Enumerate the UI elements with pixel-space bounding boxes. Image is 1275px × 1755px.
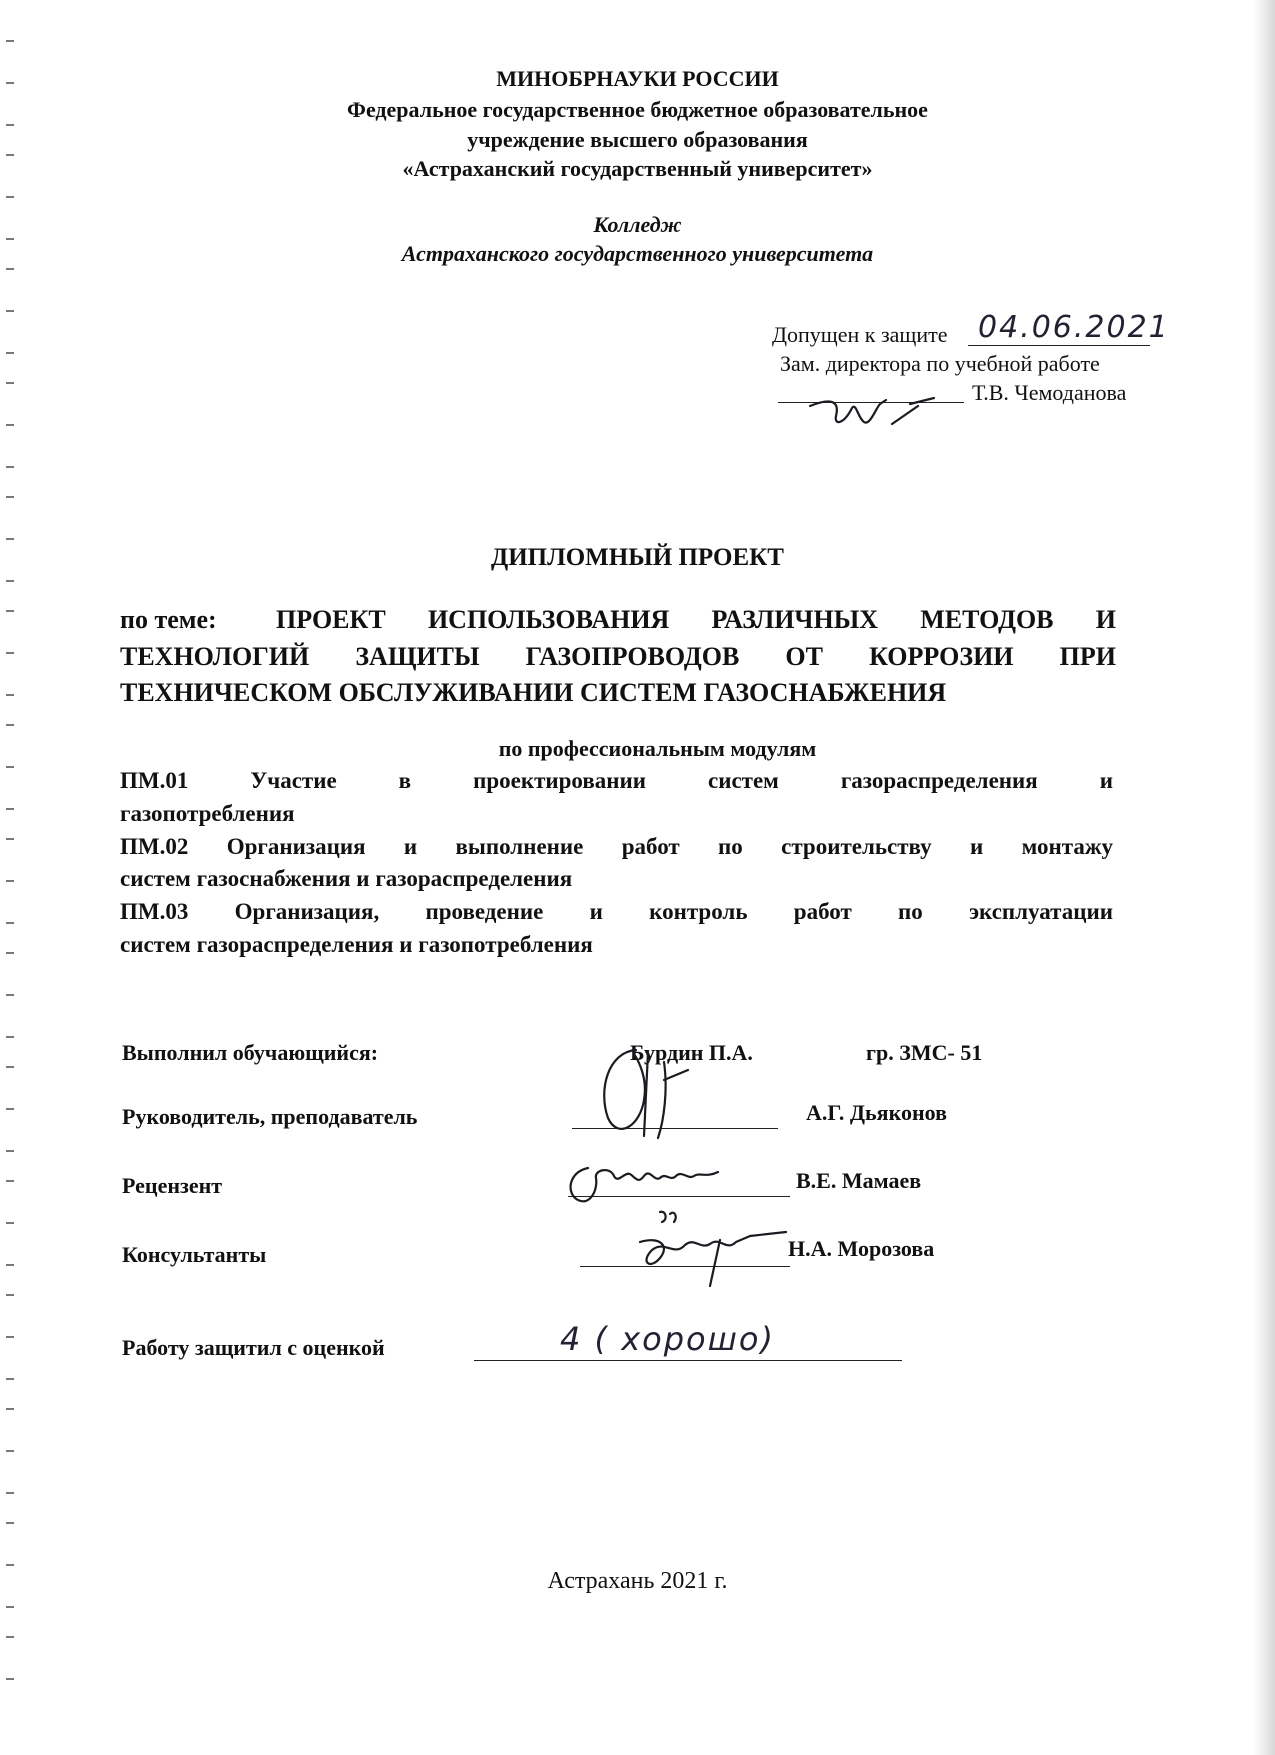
binding-mark [6,196,14,198]
grade-label: Работу защитил с оценкой [122,1335,385,1360]
admitted-date-line [968,345,1150,346]
admitted-date-handwritten: 04.06.2021 [978,310,1170,345]
topic-line-3: ТЕХНИЧЕСКОМ ОБСЛУЖИВАНИИ СИСТЕМ ГАЗОСНАБЖЕНИЯ [120,678,947,707]
binding-mark [6,1522,14,1524]
module-2-line-2: систем газоснабжения и газораспределения [120,866,573,891]
consultants-label: Консультанты [122,1242,267,1267]
reviewer-label: Рецензент [122,1173,223,1198]
binding-mark [6,1636,14,1638]
binding-mark [6,580,14,582]
binding-mark [6,1564,14,1566]
binding-mark [6,808,14,810]
binding-mark [6,994,14,996]
module-3-line-2: систем газораспределения и газопотребления [120,932,593,957]
binding-mark [6,40,14,42]
module-1-line-1: ПМ.01 Участие в проектировании систем газораспределения и [120,768,1113,793]
binding-mark [6,268,14,270]
topic-prefix: по теме: [120,605,217,634]
binding-mark [6,766,14,768]
student-name: Бурдин П.А. [630,1040,753,1065]
approval-signature-image [800,378,940,438]
binding-marks [6,40,20,1740]
modules-heading: по профессиональным модулям [498,736,817,761]
topic-line-2: ТЕХНОЛОГИЙ ЗАЩИТЫ ГАЗОПРОВОДОВ ОТ КОРРОЗИИ ПРИ [120,642,1116,671]
binding-mark [6,1180,14,1182]
institution-line-2: учреждение высшего образования [467,127,808,152]
supervisor-name: А.Г. Дьяконов [806,1100,947,1125]
binding-mark [6,1108,14,1110]
binding-mark [6,838,14,840]
binding-mark [6,610,14,612]
module-1-line-2: газопотребления [120,801,295,826]
grade-handwritten: 4 ( хорошо) [560,1320,775,1358]
binding-mark [6,124,14,126]
approval-name: Т.В. Чемоданова [972,380,1127,405]
binding-mark [6,724,14,726]
university-name: «Астраханский государственный университет» [402,156,873,181]
binding-mark [6,1222,14,1224]
reviewer-name: В.Е. Мамаев [796,1168,922,1193]
binding-mark [6,922,14,924]
binding-mark [6,382,14,384]
binding-mark [6,1150,14,1152]
binding-mark [6,310,14,312]
binding-mark [6,1378,14,1380]
module-2-line-1: ПМ.02 Организация и выполнение работ по строительству и монтажу [120,834,1113,859]
module-3-line-1: ПМ.03 Организация, проведение и контроль работ по эксплуатации [120,899,1113,924]
binding-mark [6,1408,14,1410]
binding-mark [6,352,14,354]
binding-mark [6,496,14,498]
binding-mark [6,238,14,240]
binding-mark [6,1492,14,1494]
ministry-name: МИНОБРНАУКИ РОССИИ [496,66,779,91]
binding-mark [6,1066,14,1068]
admitted-label: Допущен к защите [772,322,948,347]
college-line-2: Астраханского государственного университета [401,241,874,266]
binding-mark [6,694,14,696]
city-year: Астрахань 2021 г. [547,1568,728,1594]
student-group: гр. ЗМС- 51 [866,1040,983,1065]
binding-mark [6,880,14,882]
approval-position: Зам. директора по учебной работе [780,351,1100,376]
supervisor-signature-image [588,1040,708,1150]
binding-mark [6,538,14,540]
institution-line-1: Федеральное государственное бюджетное образовательное [347,97,928,122]
binding-mark [6,1678,14,1680]
binding-mark [6,424,14,426]
topic-line-1: ПРОЕКТ ИСПОЛЬЗОВАНИЯ РАЗЛИЧНЫХ МЕТОДОВ И [276,605,1116,634]
binding-mark [6,1294,14,1296]
binding-mark [6,1264,14,1266]
student-label: Выполнил обучающийся: [122,1040,379,1065]
reviewer-signature-image [558,1150,728,1210]
binding-mark [6,952,14,954]
binding-mark [6,466,14,468]
grade-line [474,1360,902,1361]
binding-mark [6,1036,14,1038]
binding-mark [6,652,14,654]
consultants-name: Н.А. Морозова [788,1236,935,1261]
consultants-signature-image [600,1206,790,1292]
binding-mark [6,1336,14,1338]
binding-mark [6,1450,14,1452]
supervisor-label: Руководитель, преподаватель [122,1104,418,1129]
college-line-1: Колледж [593,212,682,237]
topic-first-row [120,605,1116,635]
document-type: ДИПЛОМНЫЙ ПРОЕКТ [491,544,784,571]
binding-mark [6,1606,14,1608]
